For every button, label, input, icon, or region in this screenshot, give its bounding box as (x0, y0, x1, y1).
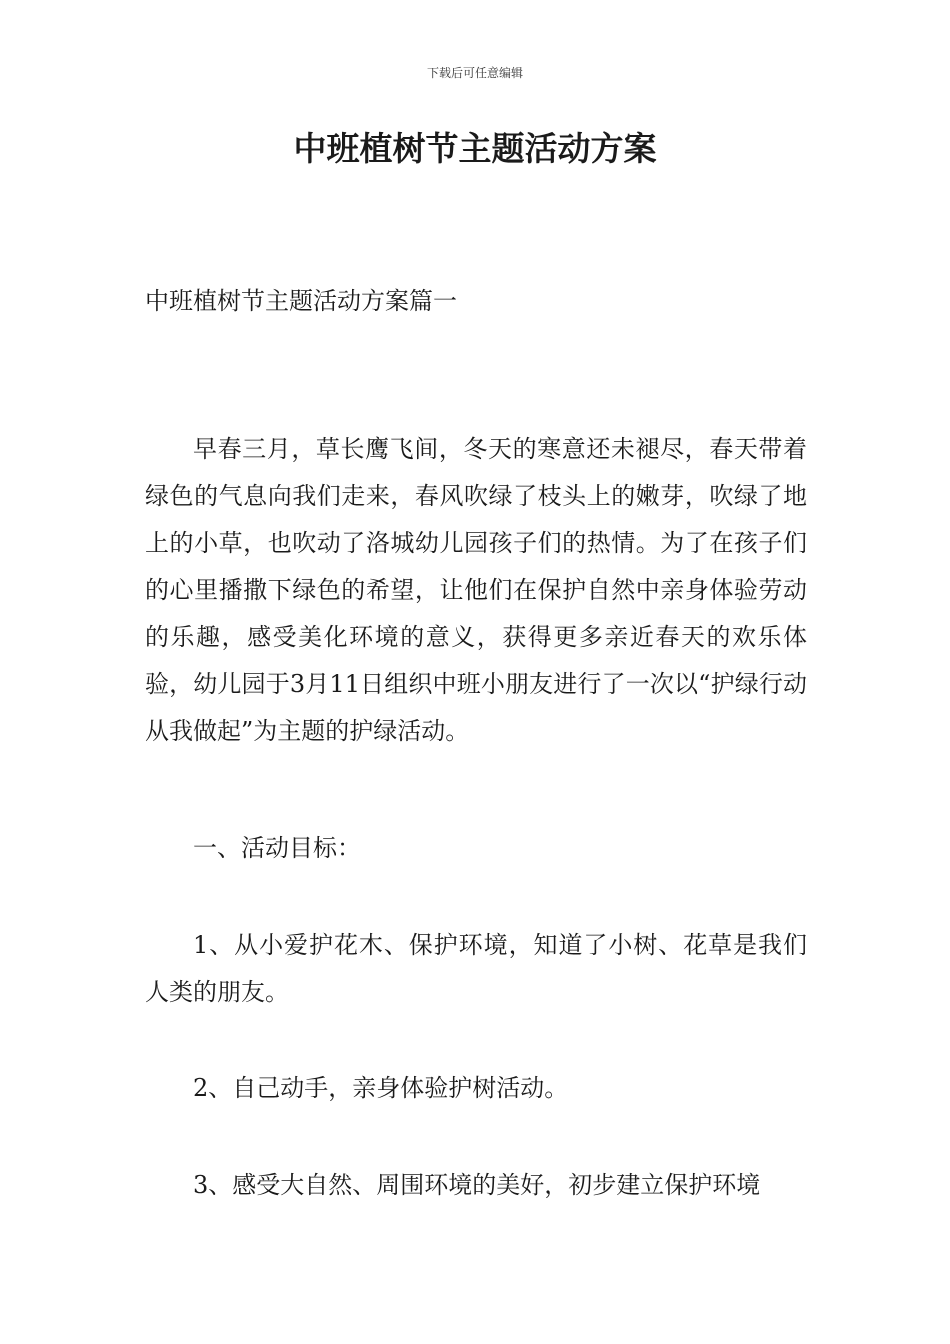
intro-paragraph: 早春三月，草长鹰飞间，冬天的寒意还未褪尽，春天带着绿色的气息向我们走来，春风吹绿了枝头上的嫩芽，吹绿了地上的小草，也吹动了洛城幼儿园孩子们的热情。为了在孩子们的心里播撒下绿色的希望，让他们在保护自然中亲身体验劳动的乐趣，感受美化环境的意义，获得更多亲近春天的欢乐体验，幼儿园于3月11日组织中班小朋友进行了一次以“护绿行动从我做起”为主题的护绿活动。 (145, 435, 807, 745)
header-note: 下载后可任意编辑 (426, 66, 523, 80)
goal-item-2: 2、自己动手，亲身体验护树活动。 (193, 1074, 569, 1102)
goals-heading: 一、活动目标： (193, 834, 361, 862)
goal-item-1: 1、从小爱护花木、保护环境，知道了小树、花草是我们人类的朋友。 (145, 931, 807, 1006)
document-title: 中班植树节主题活动方案 (293, 129, 657, 168)
goal-item-3: 3、感受大自然、周围环境的美好，初步建立保护环境 (193, 1171, 761, 1199)
section-heading: 中班植树节主题活动方案篇一 (145, 287, 457, 315)
